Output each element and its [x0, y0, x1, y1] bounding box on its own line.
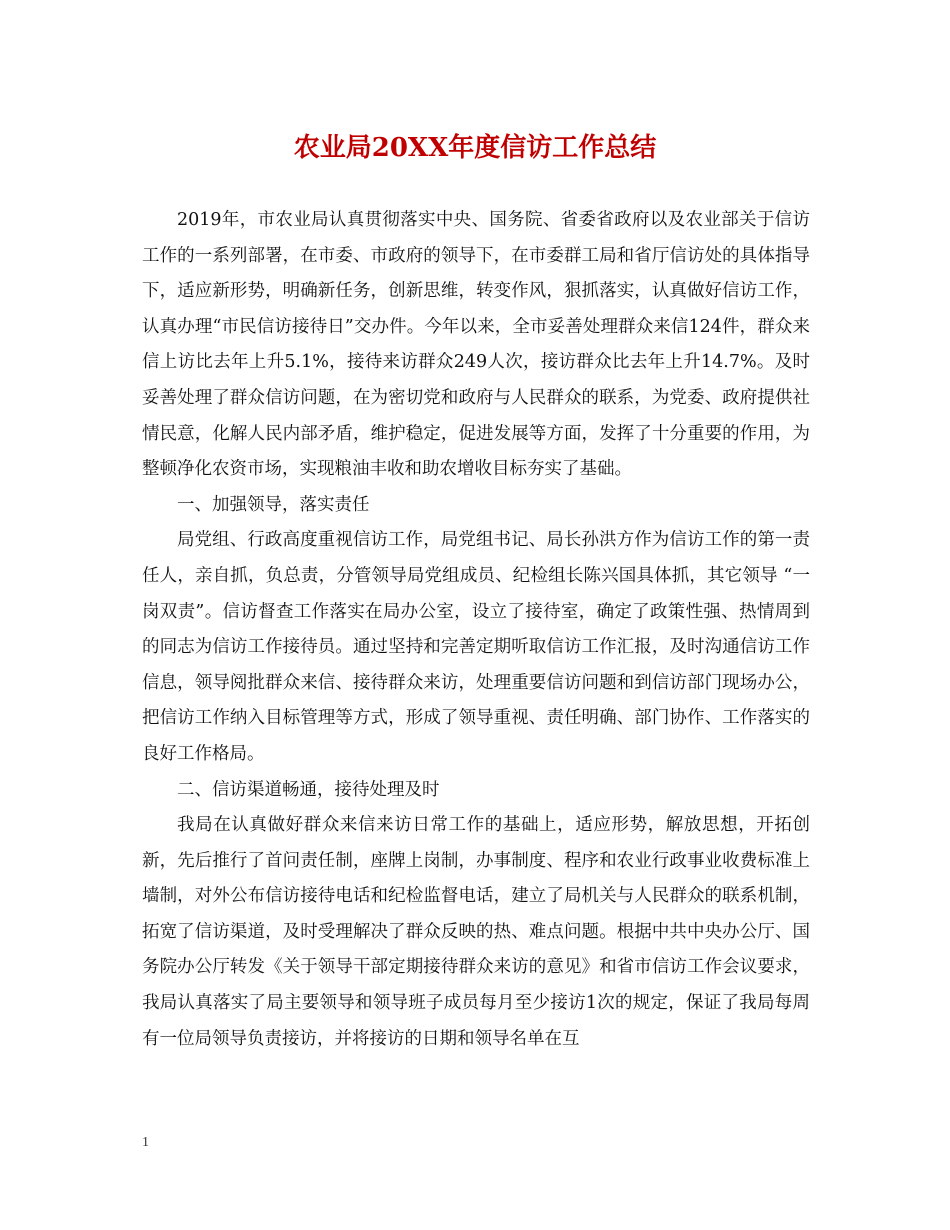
- document-body: [142, 203, 810, 1057]
- section-heading-2: 二、信访渠道畅通，接待处理及时: [177, 779, 440, 800]
- document-title: 农业局20XX年度信访工作总结: [293, 133, 657, 163]
- section-heading-1: 一、加强领导，落实责任: [177, 494, 370, 515]
- page-number: 1: [142, 1135, 149, 1150]
- paragraph-section-2: 我局在认真做好群众来信来访日常工作的基础上，适应形势，解放思想，开拓创新，先后推行了首问责任制，座牌上岗制，办事制度、程序和农业行政事业收费标准上墙制，对外公布信访接待电话和纪检监督电话，建立了局机关与人民群众的联系机制，拓宽了信访渠道，及时受理解决了群众反映的热、难点问题。根据中共中央办公厅、国务院办公厅转发《关于领导干部定期接待群众来访的意见》和省市信访工作会议要求，我局认真落实了局主要领导和领导班子成员每月至少接访1次的规定，保证了我局每周有一位局领导负责接访，并将接访的日期和领导名单在互: [142, 815, 810, 1049]
- paragraph-section-1: 局党组、行政高度重视信访工作，局党组书记、局长孙洪方作为信访工作的第一责任人，亲自抓，负总责，分管领导局党组成员、纪检组长陈兴国具体抓，其它领导 “一岗双责”。信访督查工作落实在局办公室，设立了接待室，确定了政策性强、热情周到的同志为信访工作接待员。通过坚持和完善定期听取信访工作汇报，及时沟通信访工作信息，领导阅批群众来信、接待群众来访，处理重要信访问题和到信访部门现场办公，把信访工作纳入目标管理等方式，形成了领导重视、责任明确、部门协作、工作落实的良好工作格局。: [142, 530, 810, 764]
- paragraph-intro: 2019年，市农业局认真贯彻落实中央、国务院、省委省政府以及农业部关于信访工作的一系列部署，在市委、市政府的领导下，在市委群工局和省厅信访处的具体指导下，适应新形势，明确新任务，创新思维，转变作风，狠抓落实，认真做好信访工作，认真办理“市民信访接待日”交办件。今年以来，全市妥善处理群众来信124件，群众来信上访比去年上升5.1%，接待来访群众249人次，接访群众比去年上升14.7%。及时妥善处理了群众信访问题，在为密切党和政府与人民群众的联系，为党委、政府提供社情民意，化解人民内部矛盾，维护稳定，促进发展等方面，发挥了十分重要的作用，为整顿净化农资市场，实现粮油丰收和助农增收目标夯实了基础。: [142, 210, 810, 480]
